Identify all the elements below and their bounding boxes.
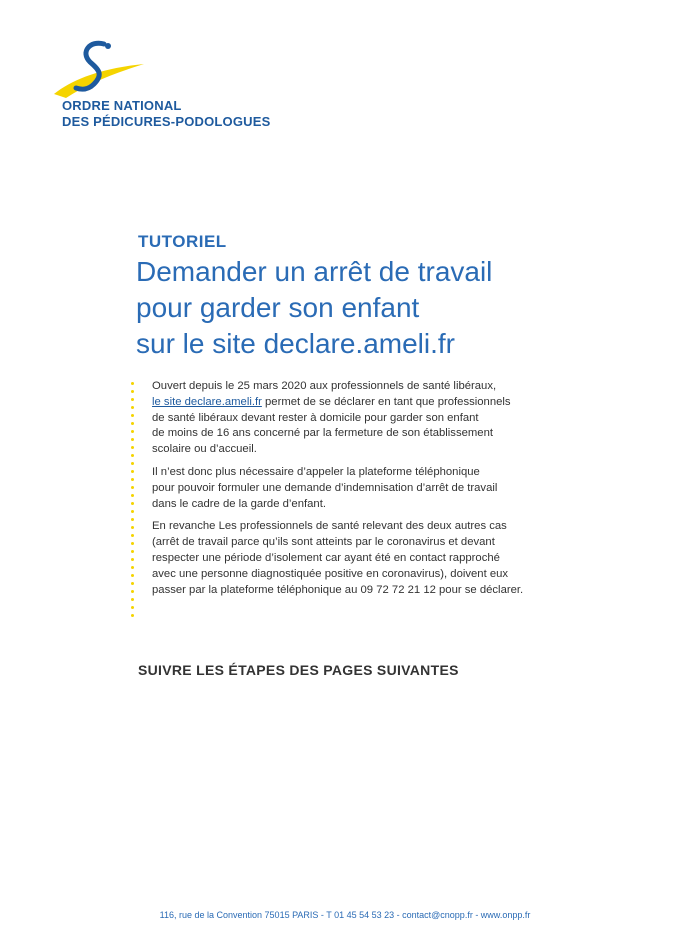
title-line: sur le site declare.ameli.fr — [136, 328, 456, 359]
paragraph-line: Ouvert depuis le 25 mars 2020 aux professionnels de santé libéraux, — [152, 380, 497, 392]
document-title — [136, 254, 636, 362]
paragraph-line: dans le cadre de la garde d’enfant. — [152, 497, 326, 510]
paragraph-other-cases — [152, 519, 622, 598]
title-line: Demander un arrêt de travail — [136, 256, 493, 287]
decorative-dotted-rule — [131, 382, 137, 622]
paragraph-intro — [152, 379, 622, 458]
paragraph-line: Il n’est donc plus nécessaire d’appeler la plateforme téléphonique — [152, 465, 480, 478]
title-line: pour garder son enfant — [136, 292, 420, 323]
paragraph-line: avec une personne diagnostiquée positive en coronavirus), doivent eux — [152, 567, 509, 580]
paragraph-line: de moins de 16 ans concerné par la fermeture de son établissement — [152, 427, 493, 440]
paragraph-line: scolaire ou d’accueil. — [152, 443, 257, 456]
paragraph-line: En revanche Les professionnels de santé relevant des deux autres cas — [152, 520, 507, 533]
paragraph-line — [152, 395, 622, 411]
follow-steps-heading: SUIVRE LES ÉTAPES DES PAGES SUIVANTES — [138, 662, 459, 678]
paragraph-line: pour pouvoir formuler une demande d’indemnisation d’arrêt de travail — [152, 481, 498, 494]
onpp-logo-mark — [52, 38, 152, 100]
paragraph-line: de santé libéraux devant rester à domicile pour garder son enfant — [152, 411, 479, 424]
declare-ameli-link[interactable]: le site declare.ameli.fr — [152, 395, 262, 408]
paragraph-line-rest: permet de se déclarer en tant que professionnels — [261, 395, 511, 408]
paragraph-line: respecter une période d’isolement car ayant été en contact rapproché — [152, 551, 500, 564]
org-name-line2: DES PÉDICURES-PODOLOGUES — [62, 114, 271, 129]
footer-contact: 116, rue de la Convention 75015 PARIS - T 01 45 54 53 23 - contact@cnopp.fr - www.onpp.fr — [159, 910, 531, 920]
paragraph-line: (arrêt de travail parce qu’ils sont atteints par le coronavirus et devant — [152, 536, 495, 549]
org-name-line1: ORDRE NATIONAL — [62, 98, 182, 113]
body-text — [152, 379, 622, 605]
organization-name — [62, 98, 271, 130]
tutorial-label: TUTORIEL — [138, 232, 227, 251]
paragraph-line: passer par la plateforme téléphonique au 09 72 72 21 12 pour se déclarer. — [152, 583, 524, 596]
paragraph-no-phone — [152, 465, 622, 512]
